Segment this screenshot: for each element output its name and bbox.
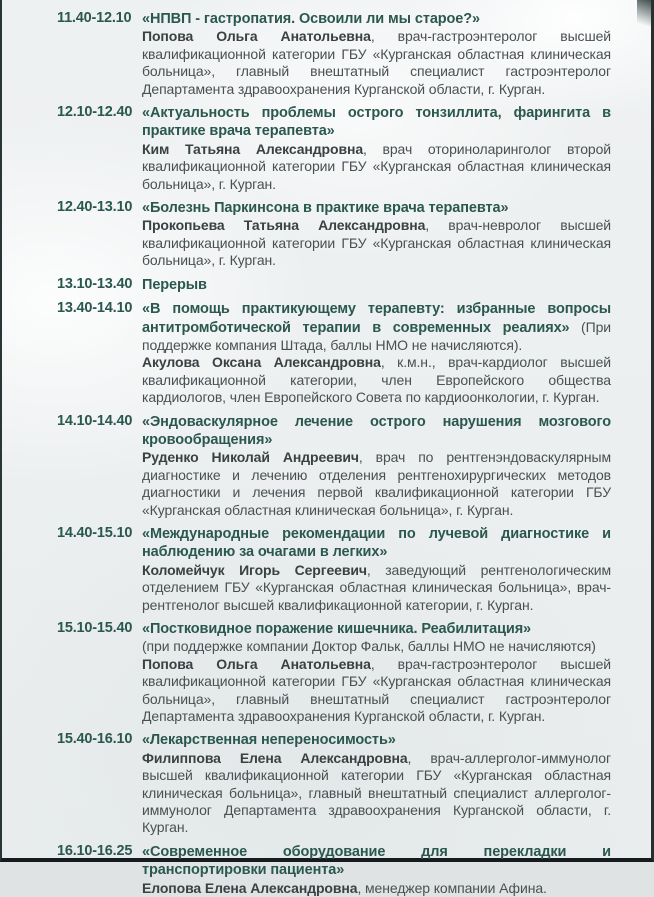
speaker-description: , врач по рентгенэндоваскулярным диагностике и лечению отделения рентгенохирургических методов диагностики и лечения первой квалификационной категории ГБУ «Курганская областная клиническая больница», г. Курган.	[142, 449, 611, 518]
session-title-line	[142, 525, 611, 562]
session-note-line: (при поддержке компании Доктор Фальк, баллы НМО не начисляются)	[142, 638, 596, 655]
speaker-paragraph	[142, 449, 611, 519]
speaker-name: Попова Ольга Анатольевна	[142, 28, 371, 45]
session-title-line	[142, 10, 611, 28]
speaker-description: , врач-аллерголог-иммунолог высшей квалификационной категории ГБУ «Курганская областная клиническая больница», главный внештатный специалист аллерголог-иммунолог Департамента здравоохранения Курганской области, г. Курган.	[142, 749, 611, 836]
session-title: «НПВП - гастропатия. Освоили ли мы старое?»	[142, 11, 480, 27]
session-title-line	[142, 413, 611, 450]
session-row	[57, 620, 611, 725]
session-row	[57, 104, 611, 193]
speaker-description: , врач оториноларинголог второй квалификационной категории ГБУ «Курганская областная клиническая больница», г. Курган.	[142, 140, 611, 192]
session-title: «Современное оборудование для перекладки и транспортировки пациента»	[142, 843, 611, 879]
session-content	[142, 276, 611, 294]
session-content	[142, 525, 611, 614]
speaker-description: , врач-гастроэнтеролог высшей квалификационной категории ГБУ «Курганская областная клиническая больница», главный внештатный специалист гастроэнтеролог Департамента здравоохранения Курганской области, г. Курган.	[142, 28, 611, 97]
session-title-line	[142, 300, 611, 354]
session-time: 11.40-12.10	[57, 10, 132, 26]
session-title: «Международные рекомендации по лучевой диагностике и наблюдению за очагами в легких»	[142, 525, 611, 561]
speaker-paragraph	[142, 28, 611, 98]
session-row	[57, 300, 611, 406]
session-title: «Эндоваскулярное лечение острого нарушения мозгового кровообращения»	[142, 413, 611, 448]
schedule-list	[57, 10, 611, 897]
session-time: 14.40-15.10	[57, 524, 133, 541]
speaker-name: Прокопьева Татьяна Александровна	[142, 217, 426, 234]
session-title-line	[142, 731, 611, 749]
speaker-paragraph	[142, 562, 611, 614]
session-row	[57, 276, 611, 294]
session-row	[57, 10, 611, 98]
session-title: «Постковидное поражение кишечника. Реабилитация»	[142, 621, 532, 637]
speaker-description: , заведующий рентгенологическим отделением ГБУ «Курганская областная клиническая больница», врач-рентгенолог высшей квалификационной категории, г. Курган.	[142, 561, 611, 613]
session-time: 13.40-14.10	[57, 300, 133, 317]
session-row	[57, 413, 611, 519]
session-time: 12.10-12.40	[57, 104, 133, 121]
speaker-name: Ким Татьяна Александровна	[142, 140, 364, 157]
speaker-paragraph	[142, 141, 611, 193]
session-time: 12.40-13.10	[57, 199, 133, 216]
session-title-line	[142, 276, 611, 294]
session-row	[57, 843, 611, 897]
session-title: «Актуальность проблемы острого тонзиллита, фарингита в практике врача терапевта»	[142, 105, 611, 140]
speaker-name: Акулова Оксана Александровна	[142, 354, 381, 371]
session-time: 16.10-16.25	[57, 842, 133, 859]
session-title: «Болезнь Паркинсона в практике врача терапевта»	[142, 200, 509, 217]
speaker-description: , врач-гастроэнтеролог высшей квалификационной категории ГБУ «Курганская областная клиническая больница», главный внештатный специалист гастроэнтеролог Департамента здравоохранения Курганской области, г. Курган.	[142, 655, 611, 725]
speaker-description: , менеджер компании Афина.	[357, 879, 547, 896]
speaker-description: , врач-невролог высшей квалификационной категории ГБУ «Курганская областная клиническая больница», г. Курган.	[142, 217, 611, 269]
session-content	[142, 413, 611, 519]
speaker-name: Филиппова Елена Александровна	[142, 749, 408, 766]
session-title-line	[142, 199, 611, 217]
page-corner-shadow	[637, 0, 651, 30]
session-time: 15.40-16.10	[57, 731, 133, 748]
speaker-paragraph	[142, 354, 611, 406]
session-content	[142, 843, 611, 897]
session-title: «В помощь практикующему терапевту: избранные вопросы антитромботической терапии в современных реалиях»	[142, 301, 611, 336]
session-time: 13.10-13.40	[57, 275, 133, 292]
speaker-description: , к.м.н., врач-кардиолог высшей квалификационной категории, член Европейского общества кардиологов, член Европейского Совета по кардиоонкологии, г. Курган.	[142, 354, 611, 406]
session-inline-note: (При поддержке компания Штада, баллы НМО не начисляются).	[142, 318, 611, 353]
session-title-line	[142, 620, 611, 638]
session-title-line	[142, 843, 611, 880]
speaker-paragraph	[142, 750, 611, 837]
session-title: «Лекарственная непереносимость»	[142, 732, 396, 749]
session-content	[142, 620, 611, 725]
session-content	[142, 10, 611, 98]
session-content	[142, 300, 611, 406]
session-row	[57, 525, 611, 614]
session-content	[142, 731, 611, 836]
speaker-name: Елопова Елена Александровна	[142, 879, 358, 896]
session-time: 14.10-14.40	[57, 412, 133, 429]
speaker-name: Руденко Николай Андреевич	[142, 449, 359, 466]
session-row	[57, 731, 611, 836]
speaker-name: Коломейчук Игорь Сергеевич	[142, 561, 367, 578]
speaker-paragraph	[142, 217, 611, 269]
session-time: 15.10-15.40	[57, 620, 133, 636]
session-content	[142, 199, 611, 270]
speaker-paragraph	[142, 656, 611, 726]
session-content	[142, 104, 611, 193]
speaker-name: Попова Ольга Анатольевна	[142, 655, 371, 672]
session-row	[57, 199, 611, 270]
speaker-paragraph	[142, 880, 611, 897]
session-title: Перерыв	[142, 276, 207, 293]
session-title-line	[142, 104, 611, 141]
